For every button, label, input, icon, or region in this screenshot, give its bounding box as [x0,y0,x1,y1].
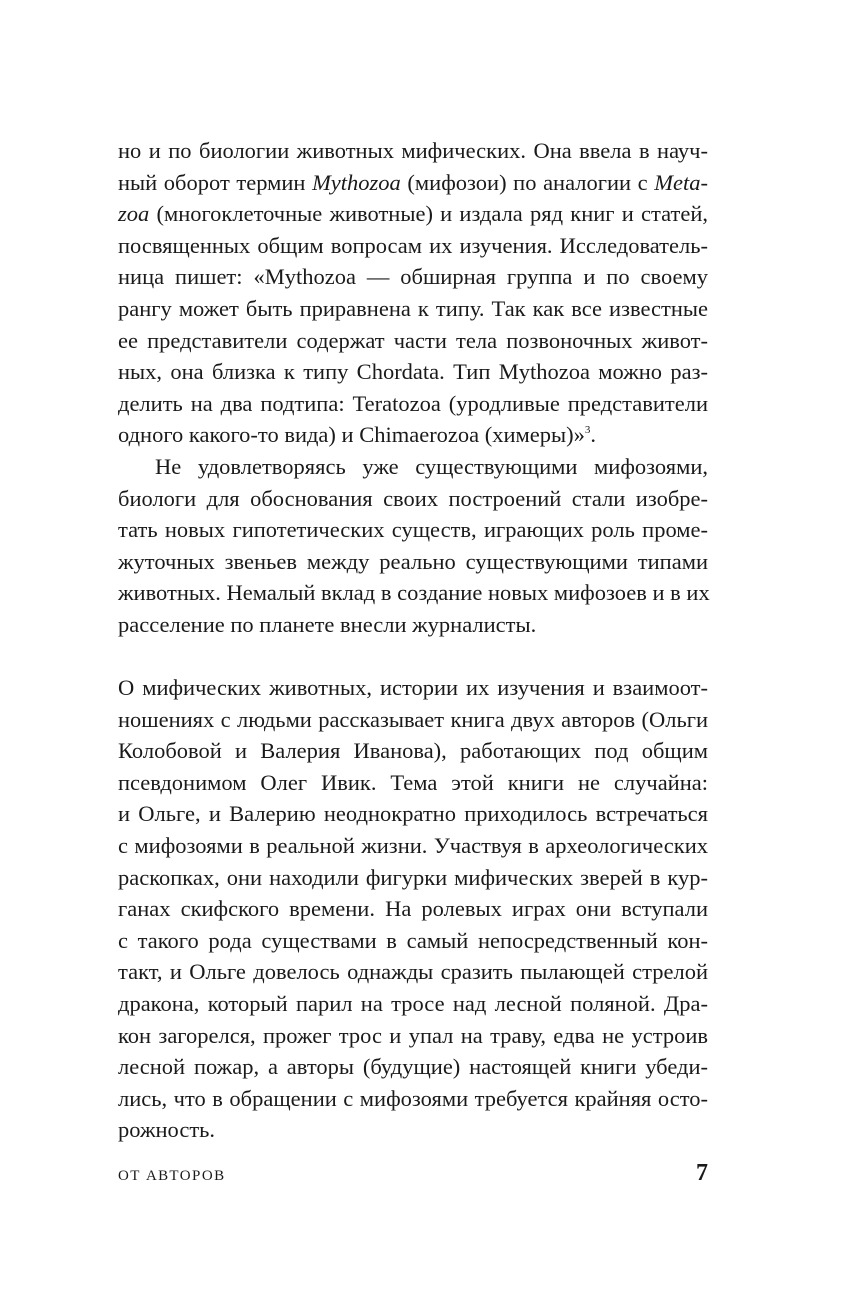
text-run: О мифических животных, истории их изучения и взаимоот- [118,675,708,701]
running-footer-section: ОТ АВТОРОВ [118,1168,226,1184]
text-run: . [590,422,597,448]
footnote-ref: 3 [584,424,591,437]
text-run: жуточных звеньев между реально существующими типами [118,548,708,574]
text-line [118,988,708,1020]
text-line [118,546,708,578]
text-run: (мифозои) по аналогии с [400,169,655,195]
text-run: рожность. [118,1117,216,1143]
text-run: одного какого-то вида) и Chimaerozoa (химеры)» [118,422,585,448]
text-run: ных, она близка к типу Chordata. Тип Mythozoa можно раз- [118,359,708,385]
text-run: Не удовлетворяясь уже существующими мифозоями, [155,453,708,479]
text-run: ганах скифского времени. На ролевых играх они вступали [118,896,708,922]
text-line [118,167,708,199]
text-run: животных. Немалый вклад в создание новых мифозоев и в их [118,580,710,606]
italic-term: zoa [118,201,150,227]
text-line [118,1020,708,1052]
paragraph-gap [118,641,708,673]
text-line [118,356,708,388]
text-line [118,735,708,767]
italic-term: Meta- [654,169,709,195]
text-line [118,514,708,546]
text-run: с мифозоями в реальной жизни. Участвуя в археологических [118,833,708,859]
text-line [118,483,708,515]
text-run: (многоклеточные животные) и издала ряд книг и статей, [149,201,708,227]
text-run: и Ольге, и Валерию неоднократно приходилось встречаться [118,801,708,827]
text-line [118,672,708,704]
text-run: биологи для обоснования своих построений стали изобре- [118,485,708,511]
text-run: тать новых гипотетических существ, играющих роль проме- [118,517,708,543]
text-line [118,1114,708,1146]
text-run: рангу может быть приравнена к типу. Так как все известные [118,295,708,321]
text-line [118,293,708,325]
text-run: Колобовой и Валерия Иванова), работающих под общим [118,738,708,764]
text-line [118,925,708,957]
text-run: делить на два подтипа: Teratozoa (уродливые представители [118,390,708,416]
text-run: лесной пожар, а авторы (будущие) настоящей книги убеди- [118,1054,708,1080]
text-line [118,798,708,830]
text-run: посвященных общим вопросам их изучения. Исследователь- [118,232,708,258]
text-run: дракона, который парил на тросе над лесной поляной. Дра- [118,991,708,1017]
text-run: лись, что в обращении с мифозоями требуется крайняя осто- [118,1085,708,1111]
text-line [118,577,708,609]
text-run: ее представители содержат части тела позвоночных живот- [118,327,708,353]
text-line [118,135,708,167]
text-run: ношениях с людьми рассказывает книга двух авторов (Ольги [118,706,708,732]
text-line [118,830,708,862]
text-line [118,261,708,293]
text-run: ный оборот термин [118,169,313,195]
text-line [118,1083,708,1115]
text-run: псевдонимом Олег Ивик. Тема этой книги не случайна: [118,769,708,795]
text-run: расселение по планете внесли журналисты. [118,611,537,637]
text-run: ница пишет: «Mythozoa — обширная группа и по своему [118,264,708,290]
text-line [118,1051,708,1083]
text-line [118,451,708,483]
text-run: такт, и Ольге довелось однажды сразить пылающей стрелой [118,959,708,985]
text-line [118,609,708,641]
text-run: но и по биологии животных мифических. Она ввела в науч- [118,138,708,163]
text-run: с такого рода существами в самый непосредственный кон- [118,927,708,953]
text-run: раскопках, они находили фигурки мифических зверей в кур- [118,864,708,890]
body-text [118,135,708,1146]
text-line [118,893,708,925]
text-line [118,388,708,420]
text-line [118,325,708,357]
text-line [118,230,708,262]
text-line [118,862,708,894]
text-line [118,956,708,988]
text-run: кон загорелся, прожег трос и упал на траву, едва не устроив [118,1022,708,1048]
text-line [118,198,708,230]
text-line [118,704,708,736]
text-line [118,767,708,799]
page-number: 7 [696,1160,708,1186]
italic-term: Mythozoa [312,169,401,195]
text-line [118,419,708,451]
